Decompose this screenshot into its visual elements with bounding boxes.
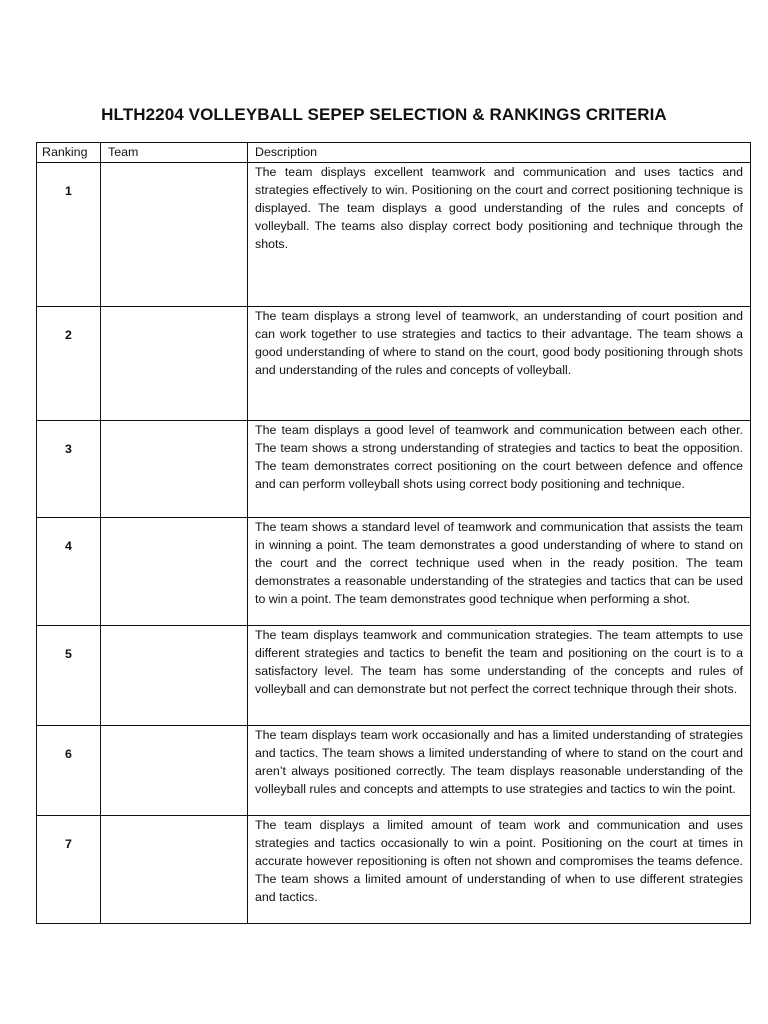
team-cell [101, 726, 248, 816]
description-cell: The team shows a standard level of teamwork and communication that assists the team in winning a point. The team demonstrates a good understanding of where to stand on the court and the correct technique used when in the ready position. The team demonstrates a reasonable understanding of the strategies and tactics that can be used to win a point. The team demonstrates good technique when performing a shot. [248, 518, 751, 626]
team-cell [101, 518, 248, 626]
ranking-cell: 6 [37, 726, 101, 816]
description-cell: The team displays a limited amount of team work and communication and uses strategies and tactics occasionally to win a point. Positioning on the court at times in accurate however repositioning is often not shown and compromises the teams defence. The team shows a limited amount of understanding of when to use different strategies and tactics. [248, 816, 751, 924]
description-cell: The team displays excellent teamwork and communication and uses tactics and strategies effectively to win. Positioning on the court and correct positioning technique is displayed. The team displays a good understanding of the rules and concepts of volleyball. The teams also display correct body positioning and technique through the shots. [248, 163, 751, 307]
table-header-row [37, 143, 751, 163]
rankings-criteria-table [36, 142, 751, 924]
header-team: Team [101, 143, 248, 163]
table-row [37, 421, 751, 518]
team-cell [101, 626, 248, 726]
ranking-cell: 3 [37, 421, 101, 518]
table-row [37, 163, 751, 307]
description-cell: The team displays teamwork and communication strategies. The team attempts to use different strategies and tactics to benefit the team and positioning on the court is to a satisfactory level. The team has some understanding of the concepts and rules of volleyball and can demonstrate but not perfect the correct technique through their shots. [248, 626, 751, 726]
description-cell: The team displays team work occasionally and has a limited understanding of strategies and tactics. The team shows a limited understanding of where to stand on the court and aren’t always positioned correctly. The team displays reasonable understanding of the volleyball rules and concepts and attempts to use strategies and tactics to win the point. [248, 726, 751, 816]
ranking-cell: 1 [37, 163, 101, 307]
table-row [37, 726, 751, 816]
team-cell [101, 307, 248, 421]
ranking-cell: 5 [37, 626, 101, 726]
header-ranking: Ranking [37, 143, 101, 163]
ranking-cell: 7 [37, 816, 101, 924]
table-row [37, 307, 751, 421]
table-row [37, 816, 751, 924]
team-cell [101, 816, 248, 924]
ranking-cell: 4 [37, 518, 101, 626]
table-row [37, 626, 751, 726]
document-title: HLTH2204 VOLLEYBALL SEPEP SELECTION & RANKINGS CRITERIA [101, 105, 667, 124]
team-cell [101, 421, 248, 518]
team-cell [101, 163, 248, 307]
ranking-cell: 2 [37, 307, 101, 421]
description-cell: The team displays a good level of teamwork and communication between each other. The team shows a strong understanding of strategies and tactics to beat the opposition. The team demonstrates correct positioning on the court between defence and offence and can perform volleyball shots using correct body positioning and technique. [248, 421, 751, 518]
header-description: Description [248, 143, 751, 163]
table-row [37, 518, 751, 626]
description-cell: The team displays a strong level of teamwork, an understanding of court position and can work together to use strategies and tactics to their advantage. The team shows a good understanding of where to stand on the court, good body positioning through shots and understanding of the rules and concepts of volleyball. [248, 307, 751, 421]
